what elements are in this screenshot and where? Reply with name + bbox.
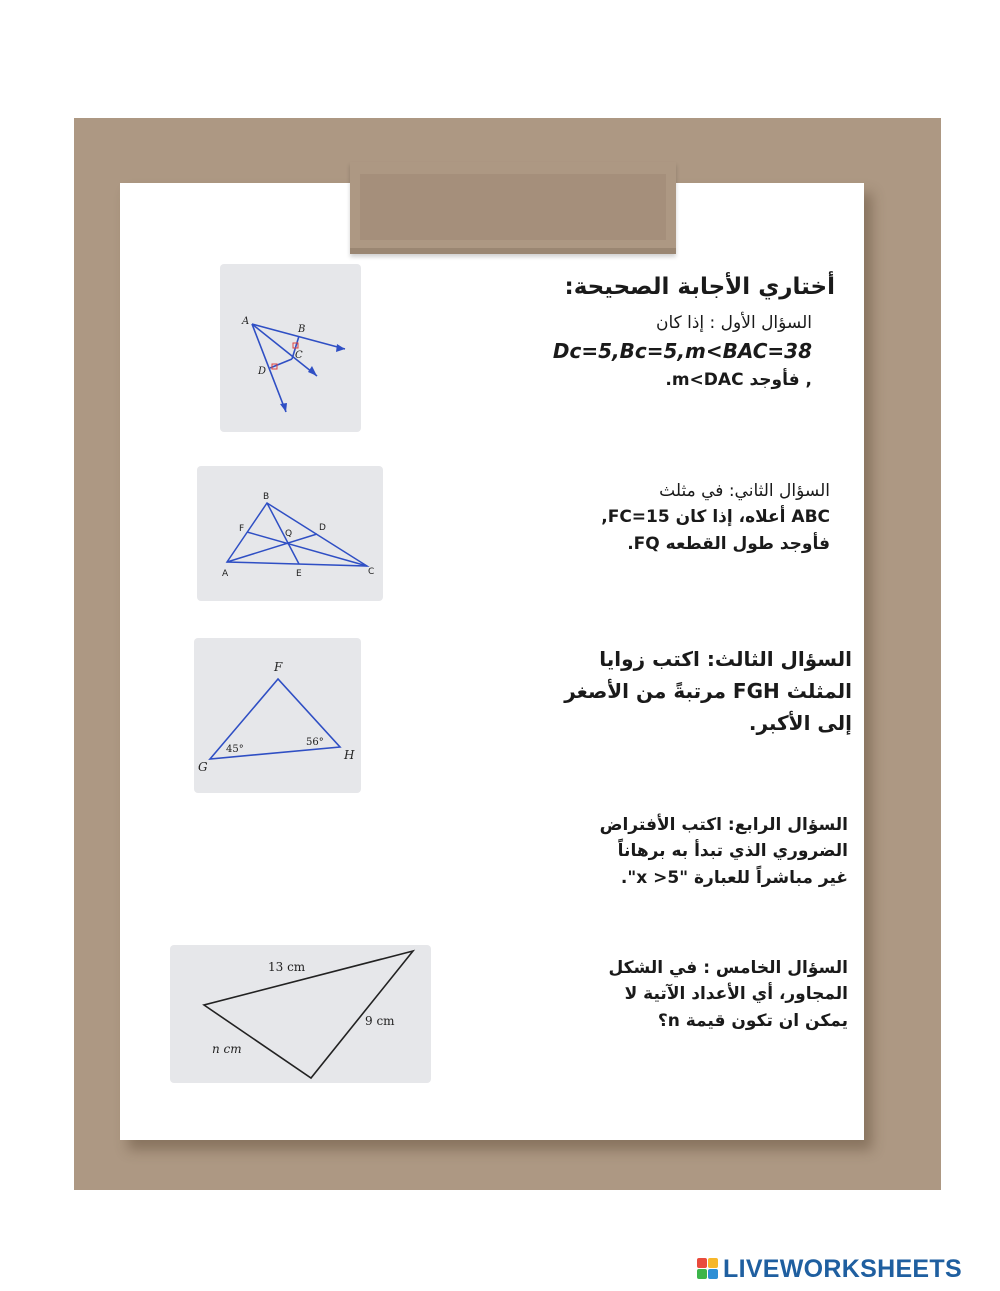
- question-4-line-3: غير مباشراً للعبارة "x >5".: [620, 867, 848, 888]
- figure-4-diagram: [170, 945, 431, 1083]
- question-2-line-2: ABC أعلاه، إذا كان FC=15,: [601, 507, 830, 528]
- question-5: [508, 955, 848, 1034]
- label-h: H: [344, 748, 355, 762]
- figure-3-triangle-fgh: [194, 638, 361, 793]
- label-g: G: [198, 760, 208, 774]
- label-side-13: 13 cm: [268, 960, 306, 974]
- question-1: [472, 310, 812, 394]
- figure-4-triangle-sides: [170, 945, 431, 1083]
- question-2-line-1: السؤال الثاني: في مثلث: [659, 481, 830, 501]
- label-c: C: [295, 350, 303, 361]
- label-f: F: [274, 660, 283, 674]
- clipboard-tab-inner: [360, 174, 666, 240]
- label-side-9: 9 cm: [365, 1014, 395, 1028]
- label-c: C: [368, 567, 375, 577]
- liveworksheets-wordmark: LIVEWORKSHEETS: [723, 1254, 962, 1283]
- question-2: [490, 478, 830, 557]
- question-4-line-1: السؤال الرابع: اكتب الأفتراض: [599, 815, 848, 835]
- figure-2-triangle-medians: [197, 466, 383, 601]
- label-f: F: [239, 524, 245, 534]
- liveworksheets-brand: [697, 1252, 962, 1286]
- question-5-line-2: المجاور، أي الأعداد الآتية لا: [624, 984, 848, 1005]
- label-b: B: [298, 324, 306, 335]
- question-4: [508, 812, 848, 891]
- figure-1-rays: [220, 264, 361, 432]
- question-3-line-2: المثلث FGH مرتبةً من الأصغر: [564, 679, 852, 703]
- label-angle-g: 45°: [226, 744, 244, 755]
- question-1-line-1: السؤال الأول : إذا كان: [655, 313, 812, 333]
- question-2-line-3: فأوجد طول القطعه FQ.: [627, 533, 830, 554]
- figure-2-diagram: [197, 466, 383, 601]
- question-3-line-1: السؤال الثالث: اكتب زوايا: [599, 647, 852, 671]
- label-a: A: [242, 316, 250, 327]
- question-5-line-3: يمكن ان تكون قيمة n؟: [657, 1010, 848, 1031]
- label-side-n: n cm: [212, 1042, 242, 1056]
- worksheet-heading: أختاري الأجابة الصحيحة:: [564, 274, 835, 300]
- question-1-line-3: , فأوجد m<DAC.: [665, 370, 812, 391]
- triangle-abc: [227, 503, 367, 566]
- label-a: A: [222, 569, 229, 579]
- liveworksheets-logo-icon: [697, 1258, 719, 1280]
- label-e: E: [296, 569, 302, 579]
- question-4-line-2: الضروري الذي تبدأ به برهاناً: [617, 841, 848, 862]
- question-3-line-3: إلى الأكبر.: [748, 711, 852, 735]
- figure-3-diagram: [194, 638, 361, 793]
- label-angle-h: 56°: [306, 737, 324, 748]
- median-be: [267, 503, 299, 564]
- figure-1-diagram: [220, 264, 361, 432]
- label-d: D: [319, 523, 326, 533]
- question-5-line-1: السؤال الخامس : في الشكل: [608, 958, 848, 978]
- question-3: [492, 643, 852, 739]
- label-d: D: [258, 366, 267, 377]
- question-1-line-2: Dc=5,Bc=5,m<BAC=38: [552, 339, 812, 364]
- label-b: B: [263, 492, 270, 502]
- label-q: Q: [285, 529, 293, 539]
